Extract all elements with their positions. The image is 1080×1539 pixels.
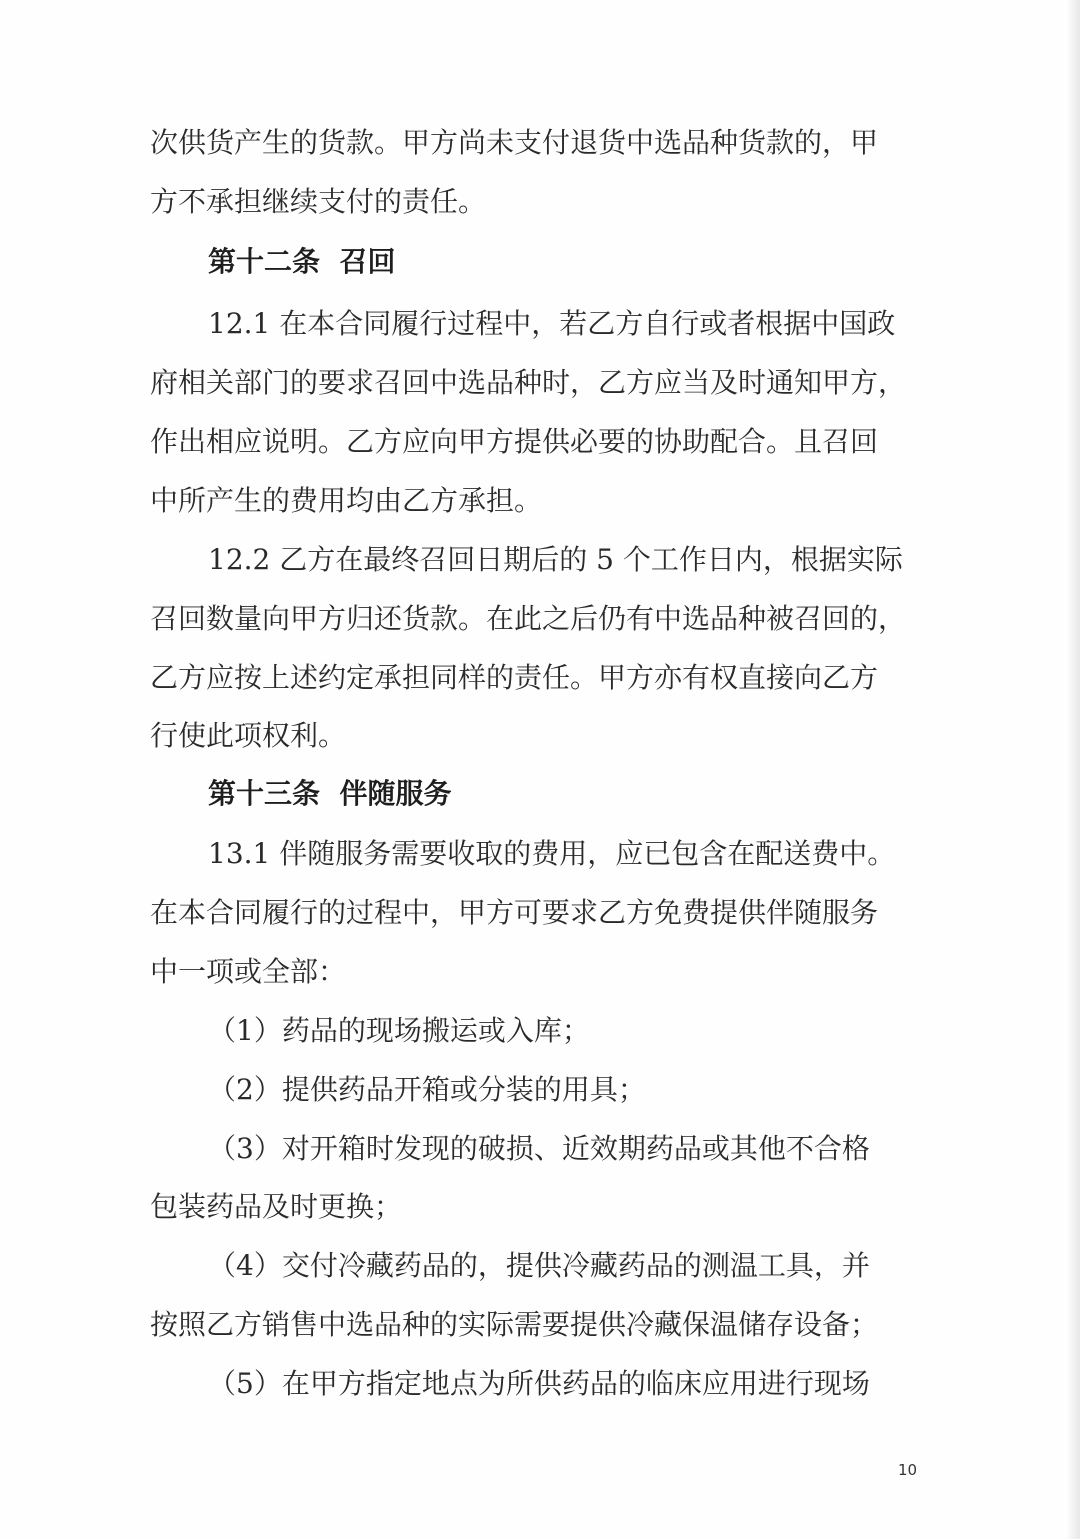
- clause-12-1-line: 中所产生的费用均由乙方承担。: [150, 484, 543, 517]
- clause-12-2-line: 乙方应按上述约定承担同样的责任。甲方亦有权直接向乙方: [150, 661, 879, 694]
- section-heading-12: 第十二条 召回: [208, 245, 396, 278]
- list-item-3: （3）对开箱时发现的破损、近效期药品或其他不合格: [208, 1132, 870, 1165]
- clause-13-1-line: 在本合同履行的过程中，甲方可要求乙方免费提供伴随服务: [150, 896, 879, 929]
- paragraph-line: 次供货产生的货款。甲方尚未支付退货中选品种货款的，甲: [150, 126, 879, 159]
- clause-12-2-line: 12.2 乙方在最终召回日期后的 5 个工作日内，根据实际: [208, 543, 903, 576]
- clause-12-1-line: 12.1 在本合同履行过程中，若乙方自行或者根据中国政: [208, 307, 896, 340]
- list-item-5: （5）在甲方指定地点为所供药品的临床应用进行现场: [208, 1367, 870, 1400]
- list-item-2: （2）提供药品开箱或分装的用具；: [208, 1073, 646, 1106]
- clause-13-1-line: 中一项或全部：: [150, 955, 347, 988]
- clause-12-2-line: 召回数量向甲方归还货款。在此之后仍有中选品种被召回的，: [150, 602, 907, 635]
- list-item-4: （4）交付冷藏药品的，提供冷藏药品的测温工具，并: [208, 1249, 870, 1282]
- clause-12-2-line: 行使此项权利。: [150, 719, 347, 752]
- scan-edge-shadow: [1066, 0, 1080, 1539]
- page-number: 10: [898, 1461, 918, 1479]
- paragraph-line: 方不承担继续支付的责任。: [150, 185, 487, 218]
- list-item-3-continuation: 包装药品及时更换；: [150, 1190, 403, 1223]
- list-item-4-continuation: 按照乙方销售中选品种的实际需要提供冷藏保温储存设备；: [150, 1308, 879, 1341]
- section-heading-13: 第十三条 伴随服务: [208, 777, 452, 810]
- list-item-1: （1）药品的现场搬运或入库；: [208, 1014, 590, 1047]
- clause-12-1-line: 作出相应说明。乙方应向甲方提供必要的协助配合。且召回: [150, 425, 879, 458]
- clause-12-1-line: 府相关部门的要求召回中选品种时，乙方应当及时通知甲方，: [150, 366, 907, 399]
- clause-13-1-line: 13.1 伴随服务需要收取的费用，应已包含在配送费中。: [208, 837, 896, 870]
